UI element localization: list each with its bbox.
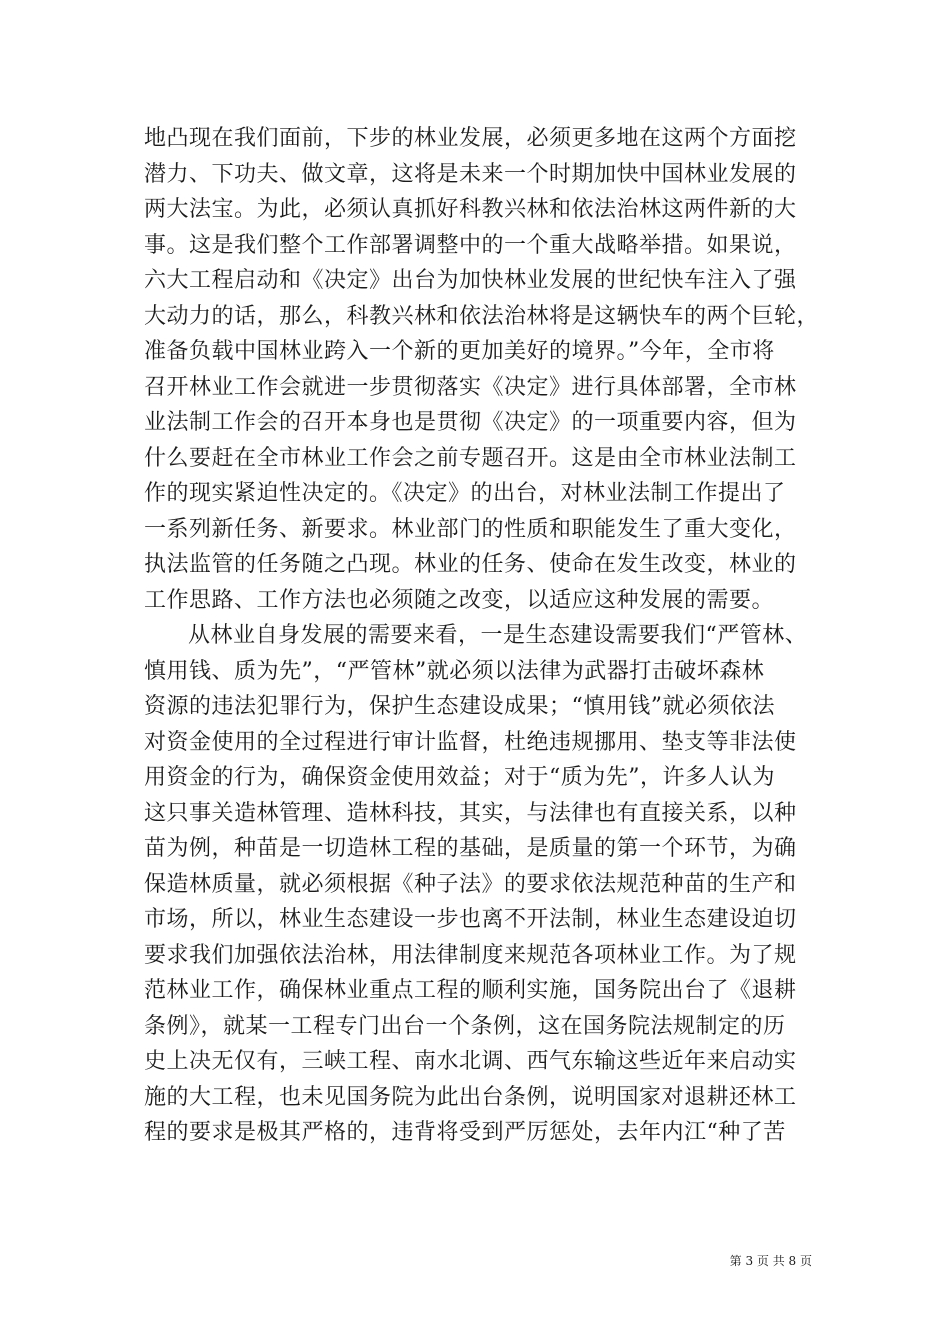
text-line: 施的大工程，也未见国务院为此出台条例，说明国家对退耕还林工 [144,1084,797,1110]
text-line: 程的要求是极其严格的，违背将受到严厉惩处，去年内江“种了苦 [144,1120,786,1145]
text-line: 地凸现在我们面前，下步的林业发展，必须更多地在这两个方面挖 [144,126,797,151]
page-number-footer: 第 3 页 共 8 页 [729,1254,812,1268]
text-line: 条例》，就某一工程专门出台一个条例，这在国务院法规制定的历 [144,1013,786,1039]
text-line: 事。这是我们整个工作部署调整中的一个重大战略举措。如果说， [144,232,797,258]
text-line: 执法监管的任务随之凸现。林业的任务、使命在发生改变，林业的 [144,552,797,577]
text-line: 工作思路、工作方法也必须随之改变，以适应这种发展的需要。 [144,587,775,613]
text-line: 一系列新任务、新要求。林业部门的性质和职能发生了重大变化， [144,516,797,542]
text-line: 对资金使用的全过程进行审计监督，杜绝违规挪用、垫支等非法使 [144,729,797,755]
text-line: 资源的违法犯罪行为，保护生态建设成果；“慎用钱”就必须依法 [144,694,775,719]
text-line: 用资金的行为，确保资金使用效益；对于“质为先”，许多人认为 [144,765,775,790]
text-line: 慎用钱、质为先”，“严管林”就必须以法律为武器打击破坏森林 [144,658,765,684]
text-line: 准备负载中国林业跨入一个新的更加美好的境界。”今年，全市将 [144,339,775,364]
text-line: 市场，所以，林业生态建设一步也离不开法制，林业生态建设迫切 [144,907,797,932]
text-line: 保造林质量，就必须根据《种子法》的要求依法规范种苗的生产和 [144,871,797,897]
text-line: 业法制工作会的召开本身也是贯彻《决定》的一项重要内容，但为 [144,410,797,435]
text-line: 作的现实紧迫性决定的。《决定》的出台，对林业法制工作提出了 [144,481,786,506]
text-line: 大动力的话，那么，科教兴林和依法治林将是这辆快车的两个巨轮， [144,303,820,329]
text-line: 史上决无仅有，三峡工程、南水北调、西气东输这些近年来启动实 [144,1049,797,1074]
body-text [144,121,844,1151]
text-line: 要求我们加强依法治林，用法律制度来规范各项林业工作。为了规 [144,942,797,968]
text-line: 六大工程启动和《决定》出台为加快林业发展的世纪快车注入了强 [144,268,797,293]
text-line: 范林业工作，确保林业重点工程的顺利实施，国务院出台了《退耕 [144,978,797,1003]
text-line: 这只事关造林管理、造林科技，其实，与法律也有直接关系，以种 [144,800,797,826]
text-line: 两大法宝。为此，必须认真抓好科教兴林和依法治林这两件新的大 [144,197,797,222]
text-line: 召开林业工作会就进一步贯彻落实《决定》进行具体部署，全市林 [144,374,797,400]
text-line: 潜力、下功夫、做文章，这将是未来一个时期加快中国林业发展的 [144,161,797,187]
paragraph-start-line: 从林业自身发展的需要来看，一是生态建设需要我们“严管林、 [188,623,808,648]
text-line: 苗为例，种苗是一切造林工程的基础，是质量的第一个环节，为确 [144,836,797,861]
text-line: 什么要赶在全市林业工作会之前专题召开。这是由全市林业法制工 [144,445,797,471]
